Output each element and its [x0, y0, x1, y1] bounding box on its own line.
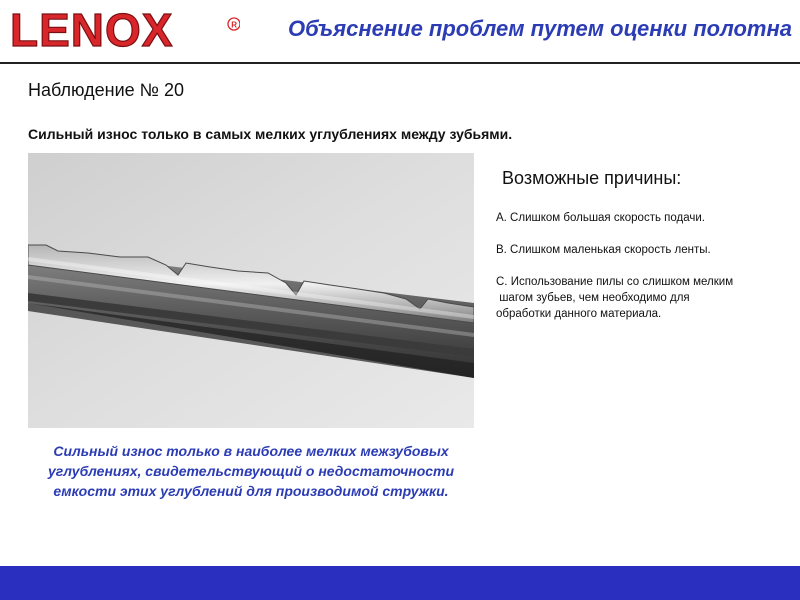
causes-list — [496, 210, 786, 338]
cause-item-b: B. Слишком маленькая скорость ленты. — [496, 244, 711, 256]
photo-caption: Сильный износ только в наиболее мелких межзубовых углублениях, свидетельствующий о недостаточности емкости этих углублений для производимой стружки. — [47, 443, 455, 499]
slide-title: Объяснение проблем путем оценки полотна — [287, 16, 792, 41]
logo-wordmark: LENOX — [10, 6, 174, 54]
causes-title: Возможные причины: — [502, 168, 682, 188]
slide-header — [0, 0, 800, 64]
lenox-logo-graphic — [8, 6, 240, 54]
observation-subtitle: Сильный износ только в самых мелких углублениях между зубьями. — [28, 126, 513, 142]
cause-item-a: A. Слишком большая скорость подачи. — [496, 212, 705, 224]
blade-photo-image — [28, 153, 474, 428]
footer-bar — [0, 566, 800, 600]
cause-item-c: C. Использование пилы со слишком мелким шагом зубьев, чем необходимо для обработки данного материала. — [496, 276, 734, 320]
lenox-logo — [8, 6, 240, 54]
registered-mark-letter: R — [231, 20, 237, 30]
observation-title: Наблюдение № 20 — [28, 80, 184, 100]
header-divider — [0, 62, 800, 64]
blade-photo — [28, 153, 474, 428]
